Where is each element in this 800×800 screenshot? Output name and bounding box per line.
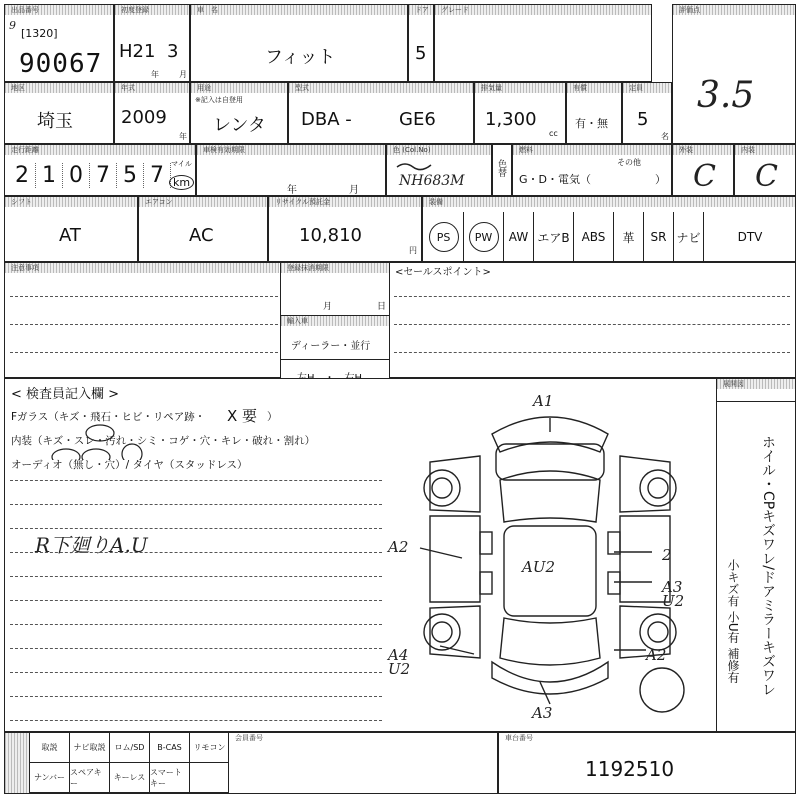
ac-options: 有・無 bbox=[575, 117, 608, 130]
era-year: H21 bbox=[119, 41, 156, 62]
equipment-option-label: PS bbox=[429, 222, 459, 252]
grade-box: グレード bbox=[434, 4, 652, 82]
shift-box: シフト AT bbox=[4, 196, 138, 262]
first-reg-box: 初度登録 H21 3 年 月 bbox=[114, 4, 190, 82]
year-unit: 年 bbox=[151, 70, 159, 79]
inspector-rule bbox=[10, 600, 382, 601]
inspector-rule bbox=[10, 624, 382, 625]
model-prefix: DBA - bbox=[301, 109, 352, 130]
inspector-rule bbox=[10, 648, 382, 649]
dereg-day: 日 bbox=[377, 302, 387, 312]
seats-box: 定員 5 名 bbox=[622, 82, 672, 144]
equipment-option bbox=[534, 212, 574, 262]
diagram-side-text-1: ホイル・CPキズワレ/ドアミラーキズワレ bbox=[760, 435, 776, 696]
windshield-mark: X 要 bbox=[227, 407, 258, 425]
notes-box bbox=[4, 262, 796, 378]
lot-number: 90067 bbox=[19, 49, 103, 79]
inspector-handwritten-note: R下廻りA.U bbox=[35, 533, 148, 557]
color-strike-mark bbox=[395, 159, 435, 173]
dereg-month: 月 bbox=[323, 302, 333, 312]
inspector-rule bbox=[10, 672, 382, 673]
lot-corner-mark: 9 bbox=[9, 19, 16, 32]
shift: AT bbox=[59, 225, 81, 246]
damage-mark-front: A1 bbox=[533, 392, 554, 410]
equipment-option-label: ナビ bbox=[676, 230, 701, 245]
doors-box: ドア 5 bbox=[408, 4, 434, 82]
bottom-item: スマートキー bbox=[150, 763, 190, 793]
seats-unit: 名 bbox=[661, 132, 669, 141]
bottom-item: 取説 bbox=[30, 733, 70, 763]
equipment-option-label: 革 bbox=[622, 230, 635, 245]
dereg-header: 登録抹消期限 bbox=[281, 263, 389, 273]
color-change-box bbox=[492, 144, 512, 196]
inspector-rule bbox=[10, 552, 382, 553]
int-grade-box: 内装 C bbox=[734, 144, 796, 196]
bottom-item: ナンバー bbox=[30, 763, 70, 793]
inspector-rule bbox=[10, 528, 382, 529]
equipment-option-label: AW bbox=[508, 230, 529, 244]
inspector-rule bbox=[10, 720, 382, 721]
recycle-fee: 10,810 bbox=[299, 225, 362, 246]
diagram-header: 展開図 bbox=[717, 379, 795, 389]
model-name: フィット bbox=[265, 47, 336, 68]
mileage-digit: 7 bbox=[144, 163, 171, 188]
ext-grade: C bbox=[693, 159, 716, 194]
equipment-option bbox=[464, 212, 504, 262]
aircon-box: エアコン AC bbox=[138, 196, 268, 262]
diagram-side-text-2: 小キズ有 小U有 補修有 bbox=[726, 559, 740, 684]
frame-number: 1192510 bbox=[585, 757, 675, 781]
fuel: G・D・電気（ bbox=[519, 173, 591, 186]
equipment-option bbox=[674, 212, 704, 262]
score-value: 3.5 bbox=[697, 75, 755, 116]
region: 埼玉 bbox=[37, 111, 73, 132]
inspector-line2: 内装（キズ・スレ・汚れ・シミ・コゲ・穴・キレ・破れ・割れ） bbox=[11, 435, 316, 447]
equipment-option-label: SR bbox=[650, 230, 667, 244]
member-code-box bbox=[228, 732, 498, 794]
inspector-title: < 検査員記入欄 > bbox=[11, 387, 120, 402]
damage-mark-roof: AU2 bbox=[522, 558, 556, 576]
recycle-box: リサイクル預託金 10,810 円 bbox=[268, 196, 422, 262]
cc: 1,300 bbox=[485, 109, 537, 130]
import-header: 輸入車 bbox=[281, 316, 389, 326]
model-name-box: 車 名 フィット bbox=[190, 4, 408, 82]
fuel-box: 燃料 その他 G・D・電気（ ） bbox=[512, 144, 672, 196]
score-box: 評価点 3.5 bbox=[672, 4, 796, 144]
mileage-digit: 1 bbox=[36, 163, 63, 188]
notes-header: 注意事項 bbox=[5, 263, 279, 273]
equipment-option bbox=[424, 212, 464, 262]
lot-small: [1320] bbox=[21, 27, 58, 40]
bottom-item: スペアキー bbox=[70, 763, 110, 793]
bottom-item bbox=[190, 763, 230, 793]
damage-mark-right-front: 2 bbox=[662, 546, 672, 564]
recycle-unit: 円 bbox=[409, 246, 417, 255]
year-box: 年式 2009 年 bbox=[114, 82, 190, 144]
inspector-rule bbox=[10, 480, 382, 481]
equipment-option-label: DTV bbox=[737, 230, 763, 244]
use-type-box: 用途 ※記入は自登用 レンタ bbox=[190, 82, 288, 144]
fuel-other: その他 bbox=[617, 158, 641, 167]
equipment-option bbox=[504, 212, 534, 262]
bottom-item: ナビ取説 bbox=[70, 733, 110, 763]
int-grade: C bbox=[755, 159, 778, 194]
equipment-option bbox=[644, 212, 674, 262]
mileage-digit: 7 bbox=[90, 163, 117, 188]
fuel-end: ） bbox=[655, 173, 666, 186]
inspector-line1-end: ） bbox=[267, 411, 278, 423]
equipment-option-label: PW bbox=[469, 222, 499, 252]
bottom-item: ロム/SD bbox=[110, 733, 150, 763]
damage-mark-right-rear: A2 bbox=[646, 646, 667, 664]
damage-mark-left-front: A2 bbox=[388, 538, 409, 556]
aircon: AC bbox=[189, 225, 214, 246]
use-type: レンタ bbox=[213, 115, 266, 136]
inspector-line1: Fガラス（キズ・飛石・ヒビ・リペア跡・ bbox=[11, 411, 206, 423]
diagram-header-box bbox=[716, 378, 796, 732]
cc-box: 排気量 1,300 cc bbox=[474, 82, 566, 144]
bottom-item: リモコン bbox=[190, 733, 230, 763]
inspector-rule bbox=[10, 504, 382, 505]
mileage-box: 走行距離 2 1 0 7 5 7 マイル km bbox=[4, 144, 196, 196]
dereg-box bbox=[280, 262, 390, 388]
mileage-digit: 0 bbox=[63, 163, 90, 188]
lot-box: 出品番号 9 [1320] 90067 bbox=[4, 4, 114, 82]
region-box: 地区 埼玉 bbox=[4, 82, 114, 144]
bottom-side-label bbox=[4, 732, 30, 794]
doors: 5 bbox=[415, 43, 427, 64]
import-type: ディーラー・並行 bbox=[291, 341, 371, 352]
inspector-rule bbox=[10, 576, 382, 577]
damage-mark-rear: A3 bbox=[532, 704, 553, 722]
expiry-year-unit: 年 bbox=[287, 185, 297, 196]
mileage-digits bbox=[9, 163, 171, 188]
model-code: GE6 bbox=[399, 109, 436, 130]
mileage-unit-top: マイル bbox=[171, 160, 192, 168]
damage-mark-left-rear: A4 U2 bbox=[388, 646, 411, 678]
inspector-line3: オーディオ（無し・穴）/ タイヤ（スタッドレス） bbox=[11, 459, 248, 471]
equipment-option-label: エアB bbox=[537, 230, 570, 245]
color-box: 色 (Col.No) NH683M bbox=[386, 144, 492, 196]
month-unit: 月 bbox=[179, 70, 187, 79]
mileage-digit: 2 bbox=[9, 163, 36, 188]
equipment-option bbox=[614, 212, 644, 262]
color-code: NH683M bbox=[399, 173, 465, 189]
inspector-circles bbox=[40, 420, 180, 460]
sales-point-label: <セールスポイント> bbox=[395, 267, 491, 278]
damage-mark-right-rear-door: A3 U2 bbox=[662, 578, 685, 610]
expiry-box: 車検有効期限 年 月 bbox=[196, 144, 386, 196]
reg-note: ※記入は自登用 bbox=[195, 96, 243, 104]
frame-number-box bbox=[498, 732, 796, 794]
mileage-unit: km bbox=[169, 175, 194, 190]
reg-month: 3 bbox=[167, 41, 179, 62]
expiry-month-unit: 月 bbox=[349, 185, 359, 196]
year: 2009 bbox=[121, 107, 167, 128]
seats: 5 bbox=[637, 109, 649, 130]
bottom-item: キーレス bbox=[110, 763, 150, 793]
equipment-option bbox=[704, 212, 796, 262]
ext-grade-box: 外装 C bbox=[672, 144, 734, 196]
cc-unit: cc bbox=[549, 129, 558, 138]
equipment-option bbox=[574, 212, 614, 262]
mileage-digit: 5 bbox=[117, 163, 144, 188]
model-code-box: 型式 DBA - GE6 bbox=[288, 82, 474, 144]
equipment-option-label: ABS bbox=[581, 230, 606, 244]
ac-box: 有償 有・無 bbox=[566, 82, 622, 144]
equipment-box: 装備 bbox=[422, 196, 796, 262]
color-change-label: 色替 bbox=[496, 159, 506, 177]
member-code-header: 会員番号 bbox=[235, 734, 263, 742]
bottom-item: B-CAS bbox=[150, 733, 190, 763]
inspector-rule bbox=[10, 696, 382, 697]
year2-unit: 年 bbox=[179, 132, 187, 141]
car-diagram bbox=[400, 392, 700, 722]
frame-number-header: 車台番号 bbox=[505, 734, 533, 742]
